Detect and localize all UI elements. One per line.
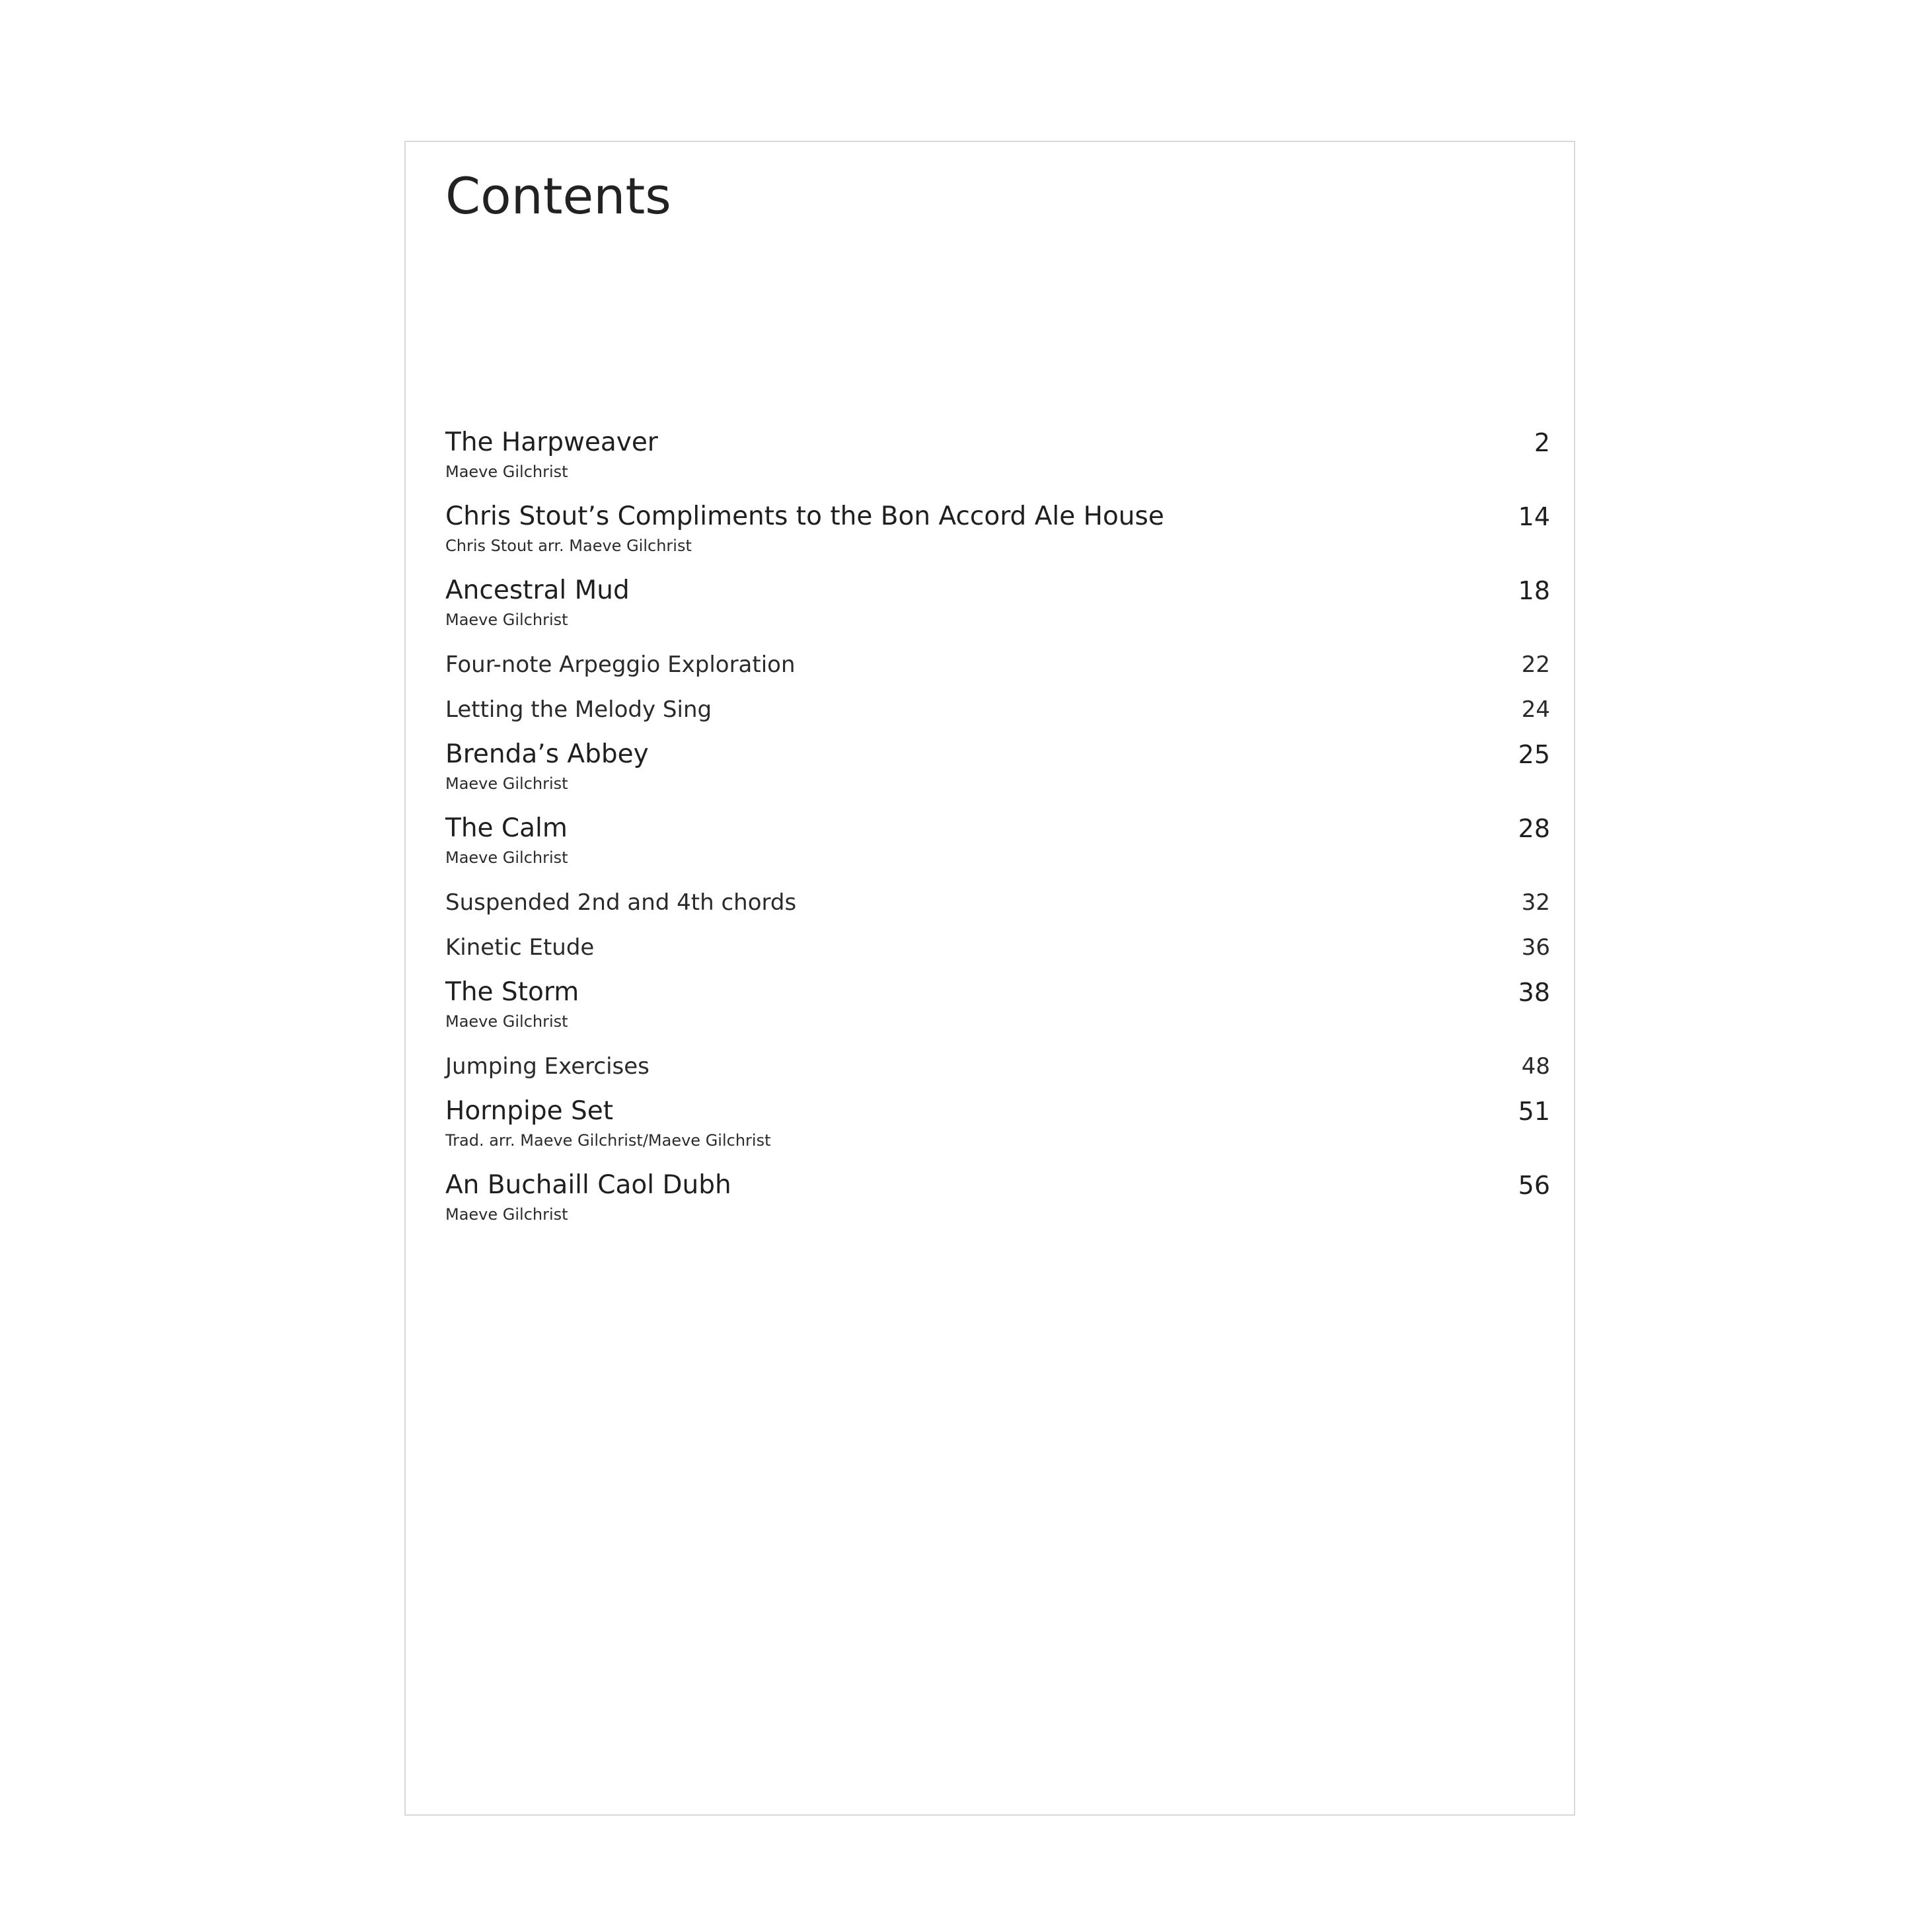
toc-entry-title: An Buchaill Caol Dubh: [445, 1170, 731, 1200]
toc-entry-page-number: 56: [1518, 1171, 1550, 1200]
toc-entry-composer: Maeve Gilchrist: [445, 848, 568, 867]
toc-entry-brendas-abbey[interactable]: [445, 735, 1550, 793]
toc-entry-composer: Trad. arr. Maeve Gilchrist/Maeve Gilchrist: [445, 1131, 771, 1150]
toc-entry-title: Suspended 2nd and 4th chords: [445, 889, 797, 916]
table-of-contents: [406, 142, 1574, 1814]
toc-entry-title: Letting the Melody Sing: [445, 696, 712, 723]
toc-entry-hornpipe-set[interactable]: [445, 1092, 1550, 1150]
toc-entry-jumping-exercises[interactable]: [445, 1047, 1550, 1086]
toc-entry-the-harpweaver[interactable]: [445, 423, 1550, 481]
toc-entry-page-number: 48: [1521, 1053, 1550, 1080]
toc-entry-the-calm[interactable]: [445, 809, 1550, 867]
toc-entry-four-note-arpeggio-exploration[interactable]: [445, 645, 1550, 685]
toc-entry-suspended-chords[interactable]: [445, 883, 1550, 922]
toc-entry-kinetic-etude[interactable]: [445, 928, 1550, 967]
toc-entry-composer: Maeve Gilchrist: [445, 463, 568, 481]
toc-entry-page-number: 24: [1521, 696, 1550, 723]
toc-entry-composer: Maeve Gilchrist: [445, 1012, 568, 1031]
toc-entry-chris-stouts-compliments[interactable]: [445, 497, 1550, 555]
toc-entry-page-number: 28: [1518, 814, 1550, 843]
toc-entry-page-number: 38: [1518, 978, 1550, 1007]
toc-entry-page-number: 51: [1518, 1097, 1550, 1126]
toc-entry-ancestral-mud[interactable]: [445, 571, 1550, 629]
toc-entry-letting-the-melody-sing[interactable]: [445, 690, 1550, 729]
toc-entry-page-number: 32: [1521, 889, 1550, 916]
toc-entry-composer: Maeve Gilchrist: [445, 1205, 568, 1224]
toc-entry-page-number: 2: [1534, 428, 1550, 457]
page-title: Contents: [445, 167, 671, 225]
toc-entry-title: The Calm: [445, 813, 568, 843]
toc-entry-title: Chris Stout’s Compliments to the Bon Accord Ale House: [445, 502, 1164, 531]
toc-entry-composer: Maeve Gilchrist: [445, 774, 568, 793]
toc-entry-an-buchaill-caol-dubh[interactable]: [445, 1166, 1550, 1224]
toc-entry-title: Hornpipe Set: [445, 1096, 614, 1126]
toc-entry-composer: Maeve Gilchrist: [445, 611, 568, 629]
toc-entry-title: Brenda’s Abbey: [445, 739, 649, 769]
toc-entry-page-number: 14: [1518, 502, 1550, 531]
toc-entry-page-number: 36: [1521, 934, 1550, 961]
toc-entry-title: Ancestral Mud: [445, 576, 630, 605]
toc-entry-title: The Storm: [445, 977, 579, 1007]
toc-entry-title: The Harpweaver: [445, 427, 658, 457]
toc-entry-page-number: 22: [1521, 651, 1550, 678]
toc-entry-title: Four-note Arpeggio Exploration: [445, 651, 796, 678]
toc-entry-title: Jumping Exercises: [445, 1053, 650, 1080]
contents-page: [404, 141, 1575, 1816]
toc-entry-page-number: 25: [1518, 740, 1550, 769]
toc-entry-the-storm[interactable]: [445, 973, 1550, 1031]
toc-entry-page-number: 18: [1518, 576, 1550, 605]
toc-entry-title: Kinetic Etude: [445, 934, 595, 961]
toc-entry-composer: Chris Stout arr. Maeve Gilchrist: [445, 537, 692, 555]
